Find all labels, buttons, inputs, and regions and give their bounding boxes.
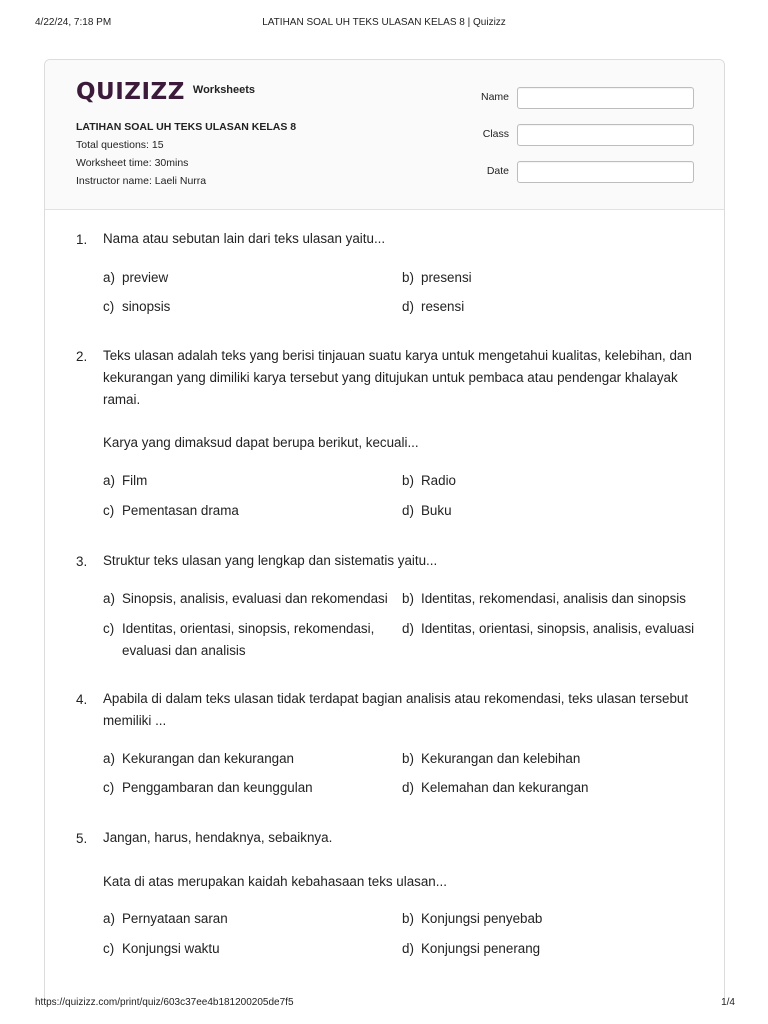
class-label: Class [482,128,509,140]
option-letter: a) [103,473,115,488]
question-text: Jangan, harus, hendaknya, sebaiknya. [103,830,333,845]
worksheet-header [45,60,724,210]
date-label: Date [486,165,509,177]
question-subtext: Karya yang dimaksud dapat berupa berikut, kecuali... [103,435,419,450]
option-text: Pementasan drama [122,503,239,518]
quizizz-logo [76,79,255,105]
worksheet-meta [76,118,296,190]
question-text: Nama atau sebutan lain dari teks ulasan yaitu... [103,231,386,246]
option-letter: b) [402,911,414,926]
date-field[interactable] [517,161,694,183]
option-letter: d) [402,503,414,518]
option-text: Identitas, orientasi, sinopsis, analisis, evaluasi [421,621,695,636]
total-questions: Total questions: 15 [76,139,164,151]
option-text: Konjungsi penerang [421,941,541,956]
option-letter: c) [103,621,115,636]
option-letter: a) [103,751,115,766]
option-letter: c) [103,299,115,314]
worksheet-sheet [44,59,725,1000]
question-number: 3. [76,554,88,569]
option-text: Radio [421,473,456,488]
question-number: 2. [76,349,88,364]
print-datetime: 4/22/24, 7:18 PM [35,17,112,28]
option-text: resensi [421,299,465,314]
question-number: 1. [76,232,88,247]
option-text: presensi [421,270,472,285]
question-number: 5. [76,831,88,846]
option-text: Identitas, rekomendasi, analisis dan sinopsis [421,591,686,606]
option-letter: d) [402,621,414,636]
option-text: Buku [421,503,452,518]
question-subtext: Kata di atas merupakan kaidah kebahasaan teks ulasan... [103,874,447,889]
option-text: sinopsis [122,299,171,314]
option-text: Kekurangan dan kelebihan [421,751,581,766]
name-field[interactable] [517,87,694,109]
option-letter: c) [103,780,115,795]
option-text: preview [122,270,169,285]
question-text: Teks ulasan adalah teks yang berisi tinjauan suatu karya untuk mengetahui kualitas, kelebihan, dan kekurangan yang dimiliki karya tersebut yang ditujukan untuk pembaca atau pendengar khalayak ramai. [103,348,692,407]
option-letter: d) [402,299,414,314]
option-text: Film [122,473,148,488]
option-letter: d) [402,941,414,956]
worksheet-time: Worksheet time: 30mins [76,157,189,169]
option-text: Penggambaran dan keunggulan [122,780,313,795]
print-url[interactable]: https://quizizz.com/print/quiz/603c37ee4b181200205de7f5 [35,997,294,1008]
option-letter: b) [402,591,414,606]
option-letter: a) [103,270,115,285]
option-letter: a) [103,911,115,926]
option-text: Kelemahan dan kekurangan [421,780,589,795]
option-letter: c) [103,941,115,956]
option-letter: b) [402,751,414,766]
option-letter: c) [103,503,115,518]
worksheet-title: LATIHAN SOAL UH TEKS ULASAN KELAS 8 [76,121,297,133]
option-text: Konjungsi waktu [122,941,220,956]
option-text: Pernyataan saran [122,911,228,926]
option-letter: d) [402,780,414,795]
print-page-title: LATIHAN SOAL UH TEKS ULASAN KELAS 8 | Quizizz [262,17,506,28]
option-letter: b) [402,270,414,285]
class-field[interactable] [517,124,694,146]
question-number: 4. [76,692,88,707]
page-number: 1/4 [721,997,735,1008]
question-text: Apabila di dalam teks ulasan tidak terdapat bagian analisis atau rekomendasi, teks ulasan tersebut memiliki ... [103,691,689,728]
option-text: Identitas, orientasi, sinopsis, rekomendasi, evaluasi dan analisis [122,621,375,658]
option-letter: b) [402,473,414,488]
name-label: Name [480,91,509,103]
option-text: Konjungsi penyebab [421,911,543,926]
option-letter: a) [103,591,115,606]
option-text: Kekurangan dan kekurangan [122,751,294,766]
quizizz-logo-mark: QUIZIZZ [76,79,185,105]
question-text: Struktur teks ulasan yang lengkap dan sistematis yaitu... [103,553,438,568]
instructor-name: Instructor name: Laeli Nurra [76,175,207,187]
option-text: Sinopsis, analisis, evaluasi dan rekomendasi [122,591,388,606]
logo-tagline: Worksheets [192,84,256,96]
